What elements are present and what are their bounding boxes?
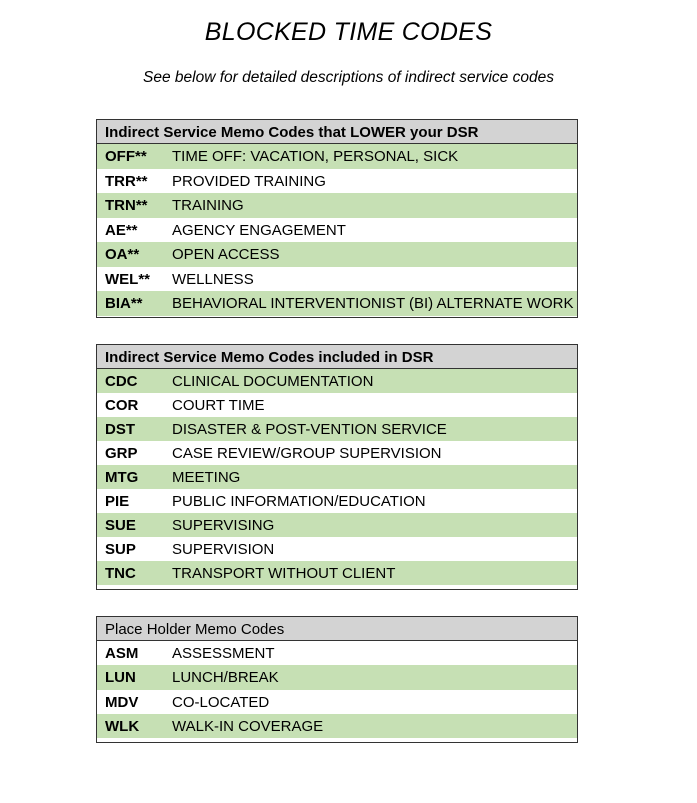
memo-code: PIE: [105, 493, 130, 510]
table-row: [97, 393, 577, 417]
lower-dsr-codes-table: [96, 119, 578, 318]
memo-code: DST: [105, 421, 135, 438]
memo-description: MEETING: [172, 469, 241, 486]
memo-code: ASM: [105, 645, 139, 662]
memo-code: TRN**: [105, 197, 148, 214]
table-header: Indirect Service Memo Codes that LOWER your DSR: [97, 120, 577, 144]
memo-description: BEHAVIORAL INTERVENTIONIST (BI) ALTERNATE WORK: [172, 295, 574, 312]
memo-description: COURT TIME: [172, 397, 265, 414]
table-row: [97, 218, 577, 243]
table-row: [97, 513, 577, 537]
memo-description: LUNCH/BREAK: [172, 669, 279, 687]
place-holder-codes-table: [96, 616, 578, 743]
memo-description: CASE REVIEW/GROUP SUPERVISION: [172, 445, 442, 462]
memo-code: AE**: [105, 221, 138, 239]
page-title: BLOCKED TIME CODES: [204, 18, 493, 46]
memo-code: BIA**: [105, 295, 143, 312]
memo-description: AGENCY ENGAGEMENT: [172, 221, 346, 239]
memo-code: CDC: [105, 373, 138, 390]
memo-description: ASSESSMENT: [172, 645, 275, 662]
memo-description: CO-LOCATED: [172, 693, 270, 711]
table-row: [97, 291, 577, 316]
table-row: [97, 489, 577, 513]
memo-description: SUPERVISION: [172, 541, 275, 558]
memo-code: COR: [105, 397, 139, 414]
memo-description: WALK-IN COVERAGE: [172, 717, 324, 735]
memo-code: TNC: [105, 565, 136, 582]
memo-code: GRP: [105, 445, 138, 462]
page-subtitle: See below for detailed descriptions of indirect service codes: [143, 69, 554, 86]
memo-code: MTG: [105, 469, 139, 486]
table-row: [97, 465, 577, 489]
memo-code: TRR**: [105, 172, 148, 190]
memo-description: TRANSPORT WITHOUT CLIENT: [172, 565, 396, 582]
table-row: [97, 665, 577, 689]
memo-description: PUBLIC INFORMATION/EDUCATION: [172, 493, 426, 510]
table-row: [97, 641, 577, 665]
memo-description: WELLNESS: [172, 270, 254, 288]
table-row: [97, 714, 577, 738]
table-row: [97, 144, 577, 169]
table-row: [97, 242, 577, 267]
memo-description: TIME OFF: VACATION, PERSONAL, SICK: [172, 148, 459, 165]
table-row: [97, 267, 577, 292]
memo-description: CLINICAL DOCUMENTATION: [172, 373, 374, 390]
memo-code: SUP: [105, 541, 136, 558]
memo-code: LUN: [105, 669, 136, 687]
memo-description: DISASTER & POST-VENTION SERVICE: [172, 421, 447, 438]
memo-description: TRAINING: [172, 197, 244, 214]
memo-code: MDV: [105, 693, 139, 711]
memo-description: PROVIDED TRAINING: [172, 172, 326, 190]
memo-code: OFF**: [105, 148, 147, 165]
table-header: Indirect Service Memo Codes included in DSR: [97, 345, 577, 369]
table-row: [97, 369, 577, 393]
table-row: [97, 690, 577, 714]
table-header: Place Holder Memo Codes: [97, 617, 577, 641]
table-row: [97, 537, 577, 561]
memo-code: OA**: [105, 246, 140, 263]
included-dsr-codes-table: [96, 344, 578, 590]
table-row: [97, 417, 577, 441]
table-row: [97, 193, 577, 218]
table-row: [97, 441, 577, 465]
table-row: [97, 561, 577, 585]
table-row: [97, 169, 577, 194]
memo-code: WEL**: [105, 270, 150, 288]
memo-description: OPEN ACCESS: [172, 246, 280, 263]
memo-code: SUE: [105, 517, 136, 534]
memo-description: SUPERVISING: [172, 517, 275, 534]
memo-code: WLK: [105, 717, 140, 735]
